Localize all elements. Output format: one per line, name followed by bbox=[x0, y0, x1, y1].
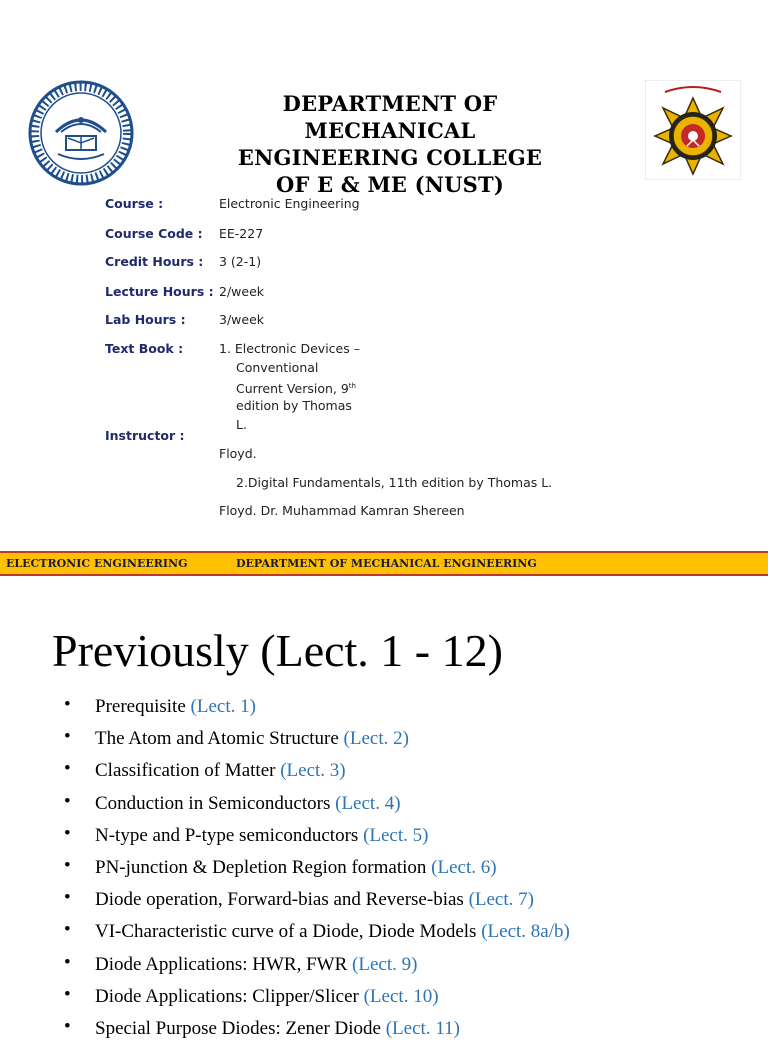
text-book-line: edition by Thomas bbox=[236, 398, 352, 413]
bullet-icon: • bbox=[64, 1015, 71, 1037]
lecture-hours-value: 2/week bbox=[219, 284, 265, 299]
college-crest-icon bbox=[645, 80, 741, 180]
title-line: OF E & ME (NUST) bbox=[275, 172, 505, 197]
text-book-line: Floyd. bbox=[219, 446, 257, 461]
list-item-text bbox=[95, 696, 256, 718]
list-item-text bbox=[95, 793, 401, 815]
text-book-edition: Current Version, 9 bbox=[236, 381, 349, 397]
topic: Diode operation, Forward-bias and Reverse-bias bbox=[95, 889, 469, 911]
list-item-text bbox=[95, 857, 497, 879]
lecture-ref: (Lect. 3) bbox=[280, 760, 346, 782]
department-title bbox=[200, 90, 580, 198]
topic: Prerequisite bbox=[95, 696, 191, 717]
lab-hours-label: Lab Hours : bbox=[105, 312, 186, 327]
bullet-icon: • bbox=[64, 887, 71, 909]
course-label: Course : bbox=[105, 196, 164, 211]
bullet-icon: • bbox=[64, 854, 71, 876]
topic: PN-junction & Depletion Region formation bbox=[95, 856, 432, 878]
lecture-hours-label: Lecture Hours : bbox=[105, 284, 214, 299]
text-book-label: Text Book : bbox=[105, 341, 184, 356]
instructor-label: Instructor : bbox=[105, 428, 185, 443]
list-item-text bbox=[95, 889, 534, 911]
course-value: Electronic Engineering bbox=[219, 196, 360, 211]
lecture-ref: (Lect. 8a/b) bbox=[481, 921, 570, 943]
title-line: MECHANICAL bbox=[304, 118, 476, 143]
superscript: th bbox=[348, 382, 356, 390]
topic: The Atom and Atomic Structure bbox=[95, 728, 344, 750]
topic: Classification of Matter bbox=[95, 760, 281, 782]
bullet-icon: • bbox=[64, 951, 71, 973]
title-line: DEPARTMENT OF bbox=[282, 91, 498, 116]
bullet-icon: • bbox=[64, 694, 71, 715]
text-book-line: Conventional bbox=[236, 360, 319, 375]
slide-title: Previously (Lect. 1 - 12) bbox=[52, 625, 503, 676]
topic: Conduction in Semiconductors bbox=[95, 792, 336, 814]
bullet-icon: • bbox=[64, 758, 71, 780]
bullet-icon: • bbox=[64, 919, 71, 941]
lecture-ref: (Lect. 7) bbox=[468, 889, 534, 911]
course-code-value: EE-227 bbox=[219, 226, 264, 241]
list-item-text bbox=[95, 825, 428, 847]
lecture-ref: (Lect. 5) bbox=[363, 824, 429, 846]
topic: Diode Applications: Clipper/Slicer bbox=[95, 985, 364, 1007]
bullet-icon: • bbox=[64, 983, 71, 1005]
list-item-text bbox=[95, 728, 409, 750]
topic: VI-Characteristic curve of a Diode, Diode Models bbox=[95, 921, 482, 943]
lecture-ref: (Lect. 1) bbox=[190, 696, 256, 717]
text-book-line: 2.Digital Fundamentals, 11th edition by Thomas L. bbox=[236, 475, 553, 490]
lab-hours-value: 3/week bbox=[219, 312, 265, 327]
list-item-text bbox=[95, 921, 570, 943]
text-book-line bbox=[236, 377, 356, 398]
lecture-ref: (Lect. 9) bbox=[352, 953, 418, 975]
lecture-ref: (Lect. 10) bbox=[363, 985, 439, 1007]
credit-hours-value: 3 (2-1) bbox=[219, 254, 262, 269]
bullet-icon: • bbox=[64, 726, 71, 748]
topic: Diode Applications: HWR, FWR bbox=[95, 953, 353, 975]
bullet-icon: • bbox=[64, 790, 71, 812]
title-line: ENGINEERING COLLEGE bbox=[237, 145, 543, 170]
footer-course: ELECTRONIC ENGINEERING bbox=[6, 557, 188, 570]
list-item-text bbox=[95, 1018, 460, 1040]
footer-department: DEPARTMENT OF MECHANICAL ENGINEERING bbox=[236, 557, 537, 570]
text-book-line: 1. Electronic Devices – bbox=[219, 341, 360, 356]
course-code-label: Course Code : bbox=[105, 226, 203, 241]
nust-logo-icon bbox=[28, 80, 134, 186]
lecture-ref: (Lect. 4) bbox=[335, 792, 401, 814]
text-book-line: L. bbox=[236, 417, 247, 432]
topic: Special Purpose Diodes: Zener Diode bbox=[95, 1017, 386, 1039]
credit-hours-label: Credit Hours : bbox=[105, 254, 204, 269]
bullet-icon: • bbox=[64, 822, 71, 844]
lecture-ref: (Lect. 2) bbox=[343, 728, 409, 750]
lecture-ref: (Lect. 6) bbox=[431, 856, 497, 878]
list-item-text bbox=[95, 954, 417, 976]
list-item-text bbox=[95, 986, 439, 1008]
instructor-value: Floyd. Dr. Muhammad Kamran Shereen bbox=[219, 503, 465, 518]
lecture-ref: (Lect. 11) bbox=[385, 1017, 460, 1039]
topic: N-type and P-type semiconductors bbox=[95, 824, 364, 846]
slide-footer bbox=[0, 551, 768, 576]
list-item-text bbox=[95, 760, 346, 782]
